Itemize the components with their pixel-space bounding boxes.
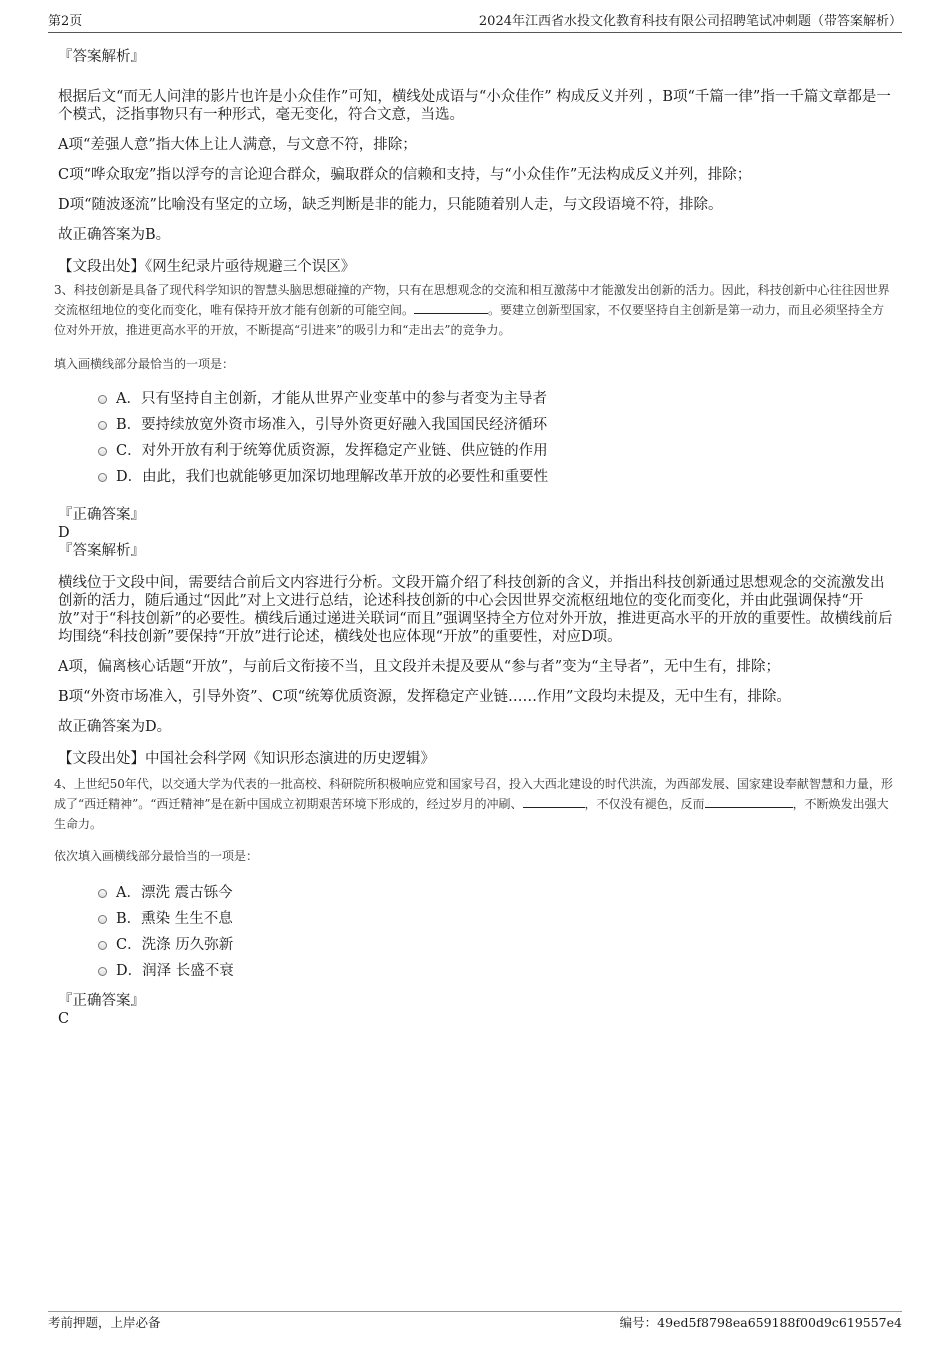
q3-source: 【文段出处】中国社会科学网《知识形态演进的历史逻辑》	[58, 751, 435, 767]
q4-stem	[54, 774, 894, 834]
radio-icon[interactable]	[98, 473, 107, 482]
q3-stem-part2: 。要建立创新型国家，不仅要坚持自主创新是第一动力，而且必须坚持全方位对外开放，推进更高水平的开放，不断提高“引进来”的吸引力和“走出去”的竞争力。	[54, 303, 885, 337]
footer-slogan: 考前押题，上岸必备	[48, 1315, 161, 1330]
q3-blank	[414, 301, 488, 314]
option-letter: B．	[116, 911, 142, 927]
q3-analysis-p3: B项“外资市场准入，引导外资”、C项“统筹优质资源，发挥稳定产业链……作用”文段均未提及，无中生有，排除。	[58, 689, 791, 705]
page-header	[48, 14, 902, 33]
document-body	[48, 40, 902, 1028]
q2-analysis-p4: D项“随波逐流”比喻没有坚定的立场，缺乏判断是非的能力，只能随着别人走，与文段语境不符，排除。	[58, 197, 723, 213]
q4-option-b[interactable]	[98, 906, 902, 932]
q4-blank-1	[523, 795, 585, 808]
q3-stem-part1: 3、科技创新是具备了现代科学知识的智慧头脑思想碰撞的产物，只有在思想观念的交流和相互激荡中才能激发出创新的活力。因此，科技创新中心往往因世界交流枢纽地位的变化而变化，唯有保持开放才能有创新的可能空间。	[54, 283, 890, 317]
q4-correct-answer: C	[58, 1011, 70, 1027]
q3-analysis-p2: A项，偏离核心话题“开放”，与前后文衔接不当，且文段并未提及要从“参与者”变为“主导者”，无中生有，排除；	[58, 659, 780, 675]
radio-icon[interactable]	[98, 941, 107, 950]
option-letter: D．	[116, 469, 143, 485]
q3-options	[98, 386, 902, 490]
q3-correct-answer: D	[58, 525, 70, 541]
q3-option-b[interactable]	[98, 412, 902, 438]
document-title: 2024年江西省水投文化教育科技有限公司招聘笔试冲刺题（带答案解析）	[478, 14, 902, 29]
q3-stem	[54, 280, 894, 340]
q3-conclusion: 故正确答案为D。	[58, 719, 172, 735]
radio-icon[interactable]	[98, 395, 107, 404]
q3-analysis-label: 『答案解析』	[58, 543, 145, 559]
option-text: 润泽 长盛不衰	[142, 963, 234, 979]
q4-correct-label: 『正确答案』	[58, 993, 145, 1009]
radio-icon[interactable]	[98, 447, 107, 456]
option-letter: C．	[116, 937, 142, 953]
option-letter: A．	[116, 391, 141, 407]
q4-options	[98, 880, 902, 984]
option-text: 漂洗 震古铄今	[140, 885, 233, 901]
q4-option-a[interactable]	[98, 880, 902, 906]
q4-prompt: 依次填入画横线部分最恰当的一项是：	[54, 849, 259, 863]
page-footer	[48, 1311, 902, 1330]
option-letter: D．	[116, 963, 143, 979]
option-text: 只有坚持自主创新，才能从世界产业变革中的参与者变为主导者	[140, 391, 547, 407]
document-id: 编号：49ed5f8798ea659188f00d9c619557e4	[619, 1315, 902, 1330]
option-letter: C．	[116, 443, 142, 459]
q4-option-c[interactable]	[98, 932, 902, 958]
q2-analysis-p3: C项“哗众取宠”指以浮夸的言论迎合群众，骗取群众的信赖和支持，与“小众佳作”无法构成反义并列，排除；	[58, 167, 752, 183]
q3-prompt: 填入画横线部分最恰当的一项是：	[54, 357, 235, 371]
option-letter: B．	[116, 417, 142, 433]
q4-stem-part2: ，不仅没有褪色，反而	[584, 797, 705, 811]
radio-icon[interactable]	[98, 967, 107, 976]
option-text: 要持续放宽外资市场准入，引导外资更好融入我国国民经济循环	[141, 417, 548, 433]
q3-correct-label: 『正确答案』	[58, 507, 145, 523]
radio-icon[interactable]	[98, 421, 107, 430]
page-number: 第2页	[48, 14, 83, 29]
option-text: 洗涤 历久弥新	[141, 937, 234, 953]
q2-conclusion: 故正确答案为B。	[58, 227, 171, 243]
q3-option-c[interactable]	[98, 438, 902, 464]
q3-analysis-p1: 横线位于文段中间，需要结合前后文内容进行分析。文段开篇介绍了科技创新的含义，并指出科技创新通过思想观念的交流激发出创新的活力，随后通过“因此”对上文进行总结，论述科技创新的中心会因世界交流枢纽地位的变化而变化，并由此强调保持“开放”对于“科技创新”的必要性。横线后通过递进关联词“而且”强调坚持全方位对外开放，推进更高水平的开放的重要性。故横线前后均围绕“科技创新”要保持“开放”进行论述，横线处也应体现“开放”的重要性，对应D项。	[58, 575, 893, 645]
q3-option-a[interactable]	[98, 386, 902, 412]
q4-blank-2	[705, 795, 793, 808]
q2-analysis-p2: A项“差强人意”指大体上让人满意，与文意不符，排除；	[58, 137, 417, 153]
option-letter: A．	[116, 885, 141, 901]
q4-stem-part1: 4、上世纪50年代，以交通大学为代表的一批高校、科研院所积极响应党和国家号召，投入大西北建设的时代洪流，为西部发展、国家建设奉献智慧和力量，形成了“西迁精神”。“西迁精神”是在新中国成立初期艰苦环境下形成的，经过岁月的冲刷、	[54, 777, 893, 811]
option-text: 由此，我们也就能够更加深切地理解改革开放的必要性和重要性	[142, 469, 549, 485]
q4-option-d[interactable]	[98, 958, 902, 984]
q2-analysis-p1: 根据后文“而无人问津的影片也许是小众佳作”可知，横线处成语与“小众佳作” 构成反义并列 ，B项“千篇一律”指一千篇文章都是一个模式，泛指事物只有一种形式，毫无变化，符合文意，当选。	[58, 89, 891, 123]
option-text: 熏染 生生不息	[141, 911, 233, 927]
option-text: 对外开放有利于统筹优质资源，发挥稳定产业链、供应链的作用	[141, 443, 548, 459]
radio-icon[interactable]	[98, 889, 107, 898]
radio-icon[interactable]	[98, 915, 107, 924]
q3-option-d[interactable]	[98, 464, 902, 490]
q2-analysis-label: 『答案解析』	[58, 49, 145, 65]
q2-source: 【文段出处】《网生纪录片亟待规避三个误区》	[58, 259, 356, 275]
q4-stem-part3: ，不断焕发出强大生命力。	[54, 797, 889, 831]
